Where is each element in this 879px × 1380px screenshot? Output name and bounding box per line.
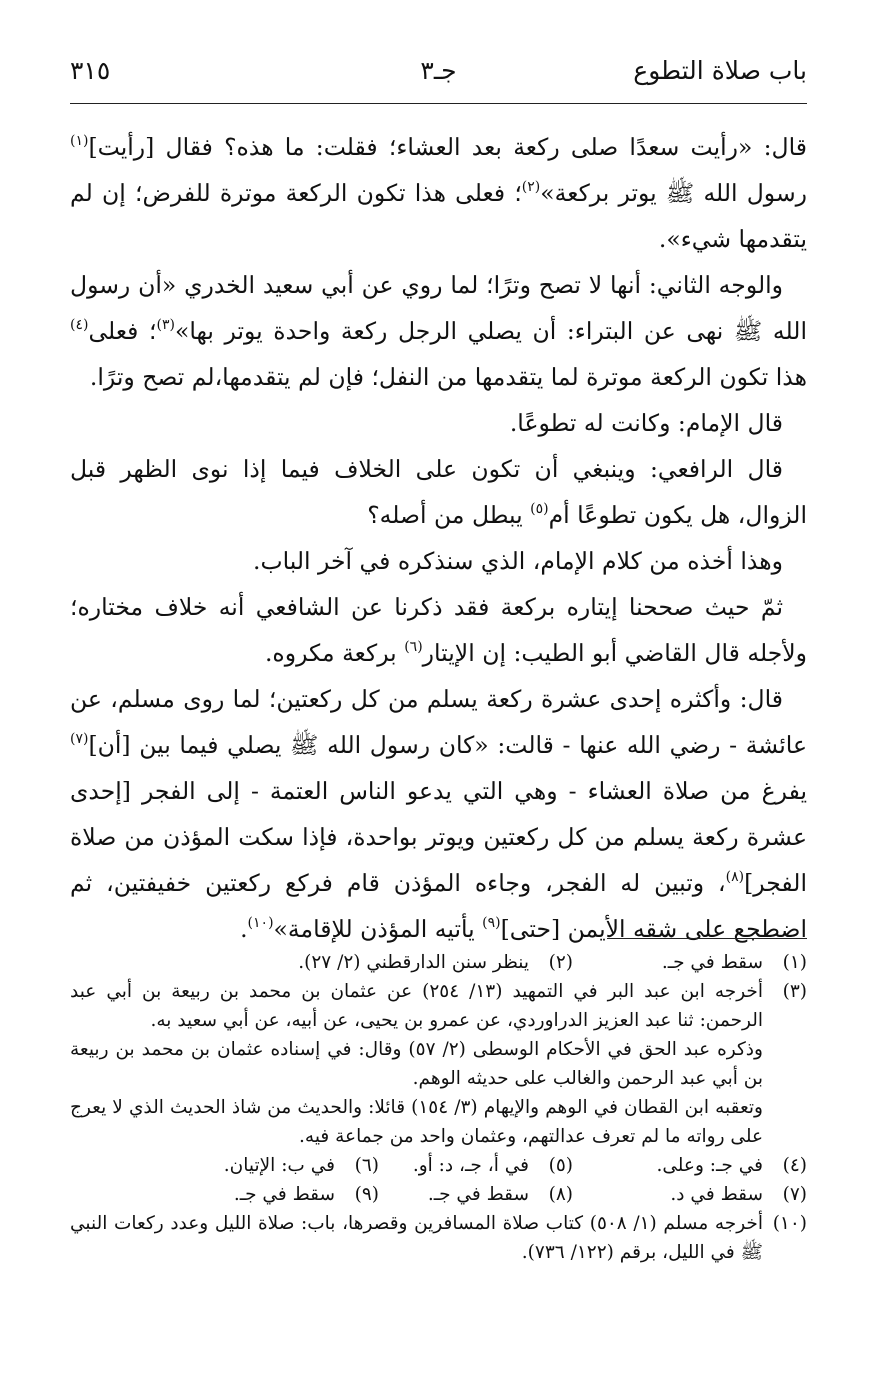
body-text: قال الإمام: وكانت له تطوعًا. bbox=[509, 409, 783, 437]
footnote-number: (١٠) bbox=[772, 1213, 807, 1234]
footnote-text: في أ، جـ، د: أو. bbox=[412, 1155, 529, 1176]
running-title: باب صلاة التطوع bbox=[633, 56, 807, 85]
body-paragraph bbox=[70, 538, 807, 584]
footnote-number: (٩) bbox=[354, 1184, 379, 1205]
body-text: ؛ فعلى bbox=[88, 317, 157, 345]
body-text: بركعة مكروه. bbox=[264, 639, 405, 667]
footnote-number: (٥) bbox=[548, 1155, 573, 1176]
footnote-marker: (١٠) bbox=[247, 915, 274, 931]
body-text: قال: وأكثره إحدى عشرة ركعة يسلم من كل ركعتين؛ لما روى مسلم، عن عائشة - رضي الله عنها - قالت: «كان رسول الله ﷺ يصلي فيما بين [أن] bbox=[70, 685, 807, 759]
footnote-marker: (١) bbox=[70, 133, 89, 149]
footnote-text: أخرجه مسلم (١/ ٥٠٨) كتاب صلاة المسافرين وقصرها، باب: صلاة الليل وعدد ركعات النبي ﷺ في الليل، برقم (١٢٢/ ٧٣٦). bbox=[70, 1213, 763, 1263]
footnote-number: (٨) bbox=[548, 1184, 573, 1205]
body-text: ، وتبين له الفجر، وجاءه المؤذن قام فركع ركعتين خفيفتين، ثم اضطجع على شقه الأيمن [حتى] bbox=[70, 869, 807, 943]
footnote-10 bbox=[70, 1209, 807, 1267]
footnote-marker: (٩) bbox=[482, 915, 501, 931]
body-text: يبطل من أصله؟ bbox=[367, 501, 531, 529]
footnote-number: (٢) bbox=[548, 952, 573, 973]
body-text: هذا تكون الركعة موترة لما يتقدمها من النفل؛ فإن لم يتقدمها،لم تصح وترًا. bbox=[89, 363, 807, 391]
footnote-marker: (٧) bbox=[70, 731, 89, 747]
header-rule bbox=[70, 103, 807, 104]
footnote-marker: (٦) bbox=[404, 639, 423, 655]
body-paragraph bbox=[70, 124, 807, 262]
footnote-marker: (٣) bbox=[156, 317, 175, 333]
footnote-text: أخرجه ابن عبد البر في التمهيد (١٣/ ٢٥٤) عن عثمان بن محمد بن ربيعة بن أبي عبد الرحمن: ثنا عبد العزيز الدراوردي، عن عمرو بن يحيى، عن أبيه، عن أبي سعيد به. bbox=[70, 981, 763, 1031]
footnote-number: (٣) bbox=[782, 981, 807, 1002]
body-text: قال الرافعي: وينبغي أن تكون على الخلاف فيما إذا نوى الظهر قبل الزوال، هل يكون تطوعًا أم bbox=[70, 455, 807, 529]
body-text: ؛ فعلى هذا تكون الركعة موترة للفرض؛ إن لم يتقدمها شيء». bbox=[70, 179, 807, 253]
body-text: قال: «رأيت سعدًا صلى ركعة بعد العشاء؛ فقلت: ما هذه؟ فقال [رأيت] bbox=[88, 133, 807, 161]
footnote-number: (٤) bbox=[782, 1155, 807, 1176]
body-paragraph bbox=[70, 676, 807, 952]
footnote-text: وذكره عبد الحق في الأحكام الوسطى (٢/ ٥٧) وقال: في إسناده عثمان بن محمد بن ربيعة بن أبي عبد الرحمن والغالب على حديثه الوهم. bbox=[70, 1039, 763, 1089]
footnote-marker: (٥) bbox=[530, 501, 549, 517]
footnote-text: سقط في جـ. bbox=[661, 952, 763, 973]
volume-label: جـ٣ bbox=[420, 56, 457, 85]
body-text: وهذا أخذه من كلام الإمام، الذي سنذكره في آخر الباب. bbox=[253, 547, 783, 575]
body-paragraph bbox=[70, 262, 807, 400]
footnote-row-1-2 bbox=[70, 948, 807, 977]
footnote-text: سقط في جـ. bbox=[427, 1184, 529, 1205]
footnote-marker: (٨) bbox=[725, 869, 745, 885]
footnote-text: في ب: الإتيان. bbox=[223, 1155, 335, 1176]
footnote-text: سقط في د. bbox=[670, 1184, 763, 1205]
footnote-marker: (٢) bbox=[521, 179, 541, 195]
page-header bbox=[70, 56, 807, 96]
body-text: يأتيه المؤذن للإقامة» bbox=[273, 915, 483, 943]
footnote-text: في جـ: وعلى. bbox=[656, 1155, 763, 1176]
footnote-marker: (٤) bbox=[70, 317, 89, 333]
page-number: ٣١٥ bbox=[70, 56, 111, 85]
body-paragraph bbox=[70, 584, 807, 676]
body-text: والوجه الثاني: أنها لا تصح وترًا؛ لما روي عن أبي سعيد الخدري «أن رسول الله ﷺ نهى عن البتراء: أن يصلي الرجل ركعة واحدة يوتر بها» bbox=[70, 271, 807, 345]
footnotes bbox=[70, 948, 807, 1267]
body-text: يفرغ من صلاة العشاء - وهي التي يدعو الناس العتمة - إلى الفجر [إحدى عشرة ركعة يسلم من كل ركعتين ويوتر بواحدة، فإذا سكت المؤذن من صلاة الفجر] bbox=[70, 777, 807, 897]
footnote-row-4-6 bbox=[70, 1151, 807, 1180]
footnote-text: ينظر سنن الدارقطني (٢/ ٢٧). bbox=[298, 952, 529, 973]
footnote-number: (٧) bbox=[782, 1184, 807, 1205]
main-text bbox=[70, 124, 807, 952]
body-text: . bbox=[240, 915, 248, 943]
footnote-number: (٦) bbox=[354, 1155, 379, 1176]
footnote-row-7-9 bbox=[70, 1180, 807, 1209]
footnote-3 bbox=[70, 977, 807, 1151]
footnote-text: وتعقبه ابن القطان في الوهم والإيهام (٣/ ١٥٤) قائلا: والحديث من شاذ الحديث الذي لا يعرج على رواته ما لم تعرف عدالتهم، وعثمان واحد من جماعة فيه. bbox=[70, 1097, 763, 1147]
body-text: ثمّ حيث صححنا إيتاره بركعة فقد ذكرنا عن الشافعي أنه خلاف مختاره؛ ولأجله قال القاضي أبو الطيب: إن الإيتار bbox=[70, 593, 807, 667]
footnote-separator bbox=[607, 938, 807, 939]
body-paragraph bbox=[70, 400, 807, 446]
body-text: رسول الله ﷺ يوتر بركعة» bbox=[540, 179, 807, 207]
footnote-text: سقط في جـ. bbox=[233, 1184, 335, 1205]
footnote-number: (١) bbox=[782, 952, 807, 973]
body-paragraph bbox=[70, 446, 807, 538]
